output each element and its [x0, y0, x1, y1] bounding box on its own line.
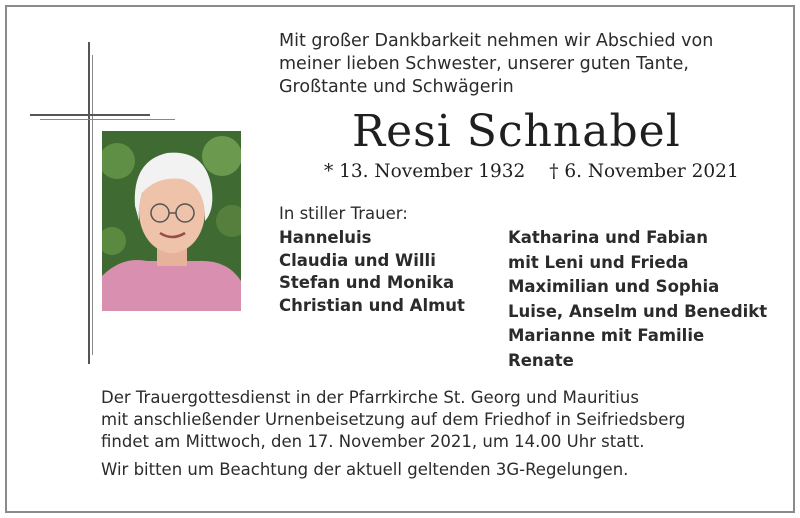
mourner-name: Luise, Anselm und Benedikt	[508, 301, 768, 321]
intro-text	[279, 30, 739, 99]
mourners-column-1	[279, 227, 465, 317]
mourner-name: Claudia und Willi	[279, 250, 436, 270]
mourner-name: Katharina und Fabian	[508, 228, 708, 247]
mourner-name: Renate	[508, 350, 574, 370]
intro-line: Mit großer Dankbarkeit nehmen wir Abschied von	[279, 31, 714, 51]
mourner-name: Maximilian und Sophia	[508, 277, 720, 296]
service-line: Der Trauergottesdienst in der Pfarrkirche St. Georg und Mauritius	[101, 388, 639, 407]
life-dates	[324, 161, 757, 182]
service-line: findet am Mittwoch, den 17. November 2021, um 14.00 Uhr statt.	[101, 432, 645, 451]
mourner-name: mit Leni und Frieda	[508, 252, 689, 272]
death-date: † 6. November 2021	[549, 161, 739, 182]
mourner-name: Christian und Almut	[279, 295, 465, 315]
mourner-name: Marianne mit Familie	[508, 326, 705, 345]
intro-line: Großtante und Schwägerin	[279, 77, 514, 97]
covid-note: Wir bitten um Beachtung der aktuell geltenden 3G-Regelungen.	[101, 460, 629, 479]
intro-line: meiner lieben Schwester, unserer guten Tante,	[279, 54, 689, 74]
mourner-name: Stefan und Monika	[279, 273, 455, 292]
mourners-column-2	[508, 226, 767, 373]
birth-date: * 13. November 1932	[324, 161, 526, 182]
deceased-name: Resi Schnabel	[352, 106, 681, 157]
mourner-name: Hanneluis	[279, 228, 372, 247]
portrait-photo	[102, 131, 241, 311]
service-info	[101, 387, 685, 453]
service-line: mit anschließender Urnenbeisetzung auf dem Friedhof in Seifriedsberg	[101, 410, 686, 429]
mourners-heading: In stiller Trauer:	[279, 204, 408, 223]
